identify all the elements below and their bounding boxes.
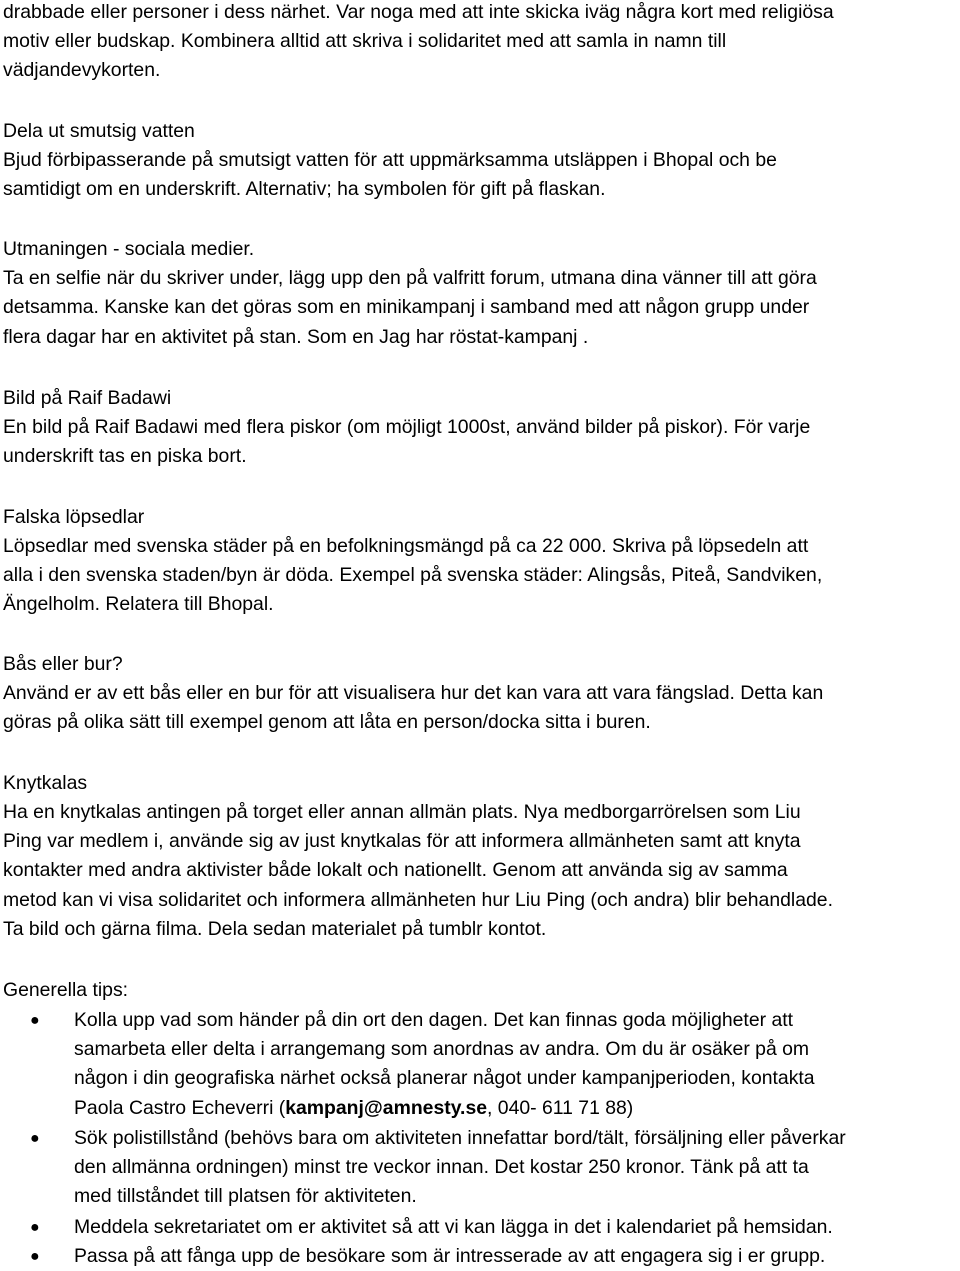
bullet-icon: ● xyxy=(30,1248,40,1265)
contact-phone-text: , 040- 611 71 88) xyxy=(487,1097,634,1119)
body-text-line: detsamma. Kanske kan det göras som en minikampanj i samband med att någon grupp under xyxy=(3,296,810,318)
section-heading: Dela ut smutsig vatten xyxy=(3,120,195,142)
bullet-text-line: Passa på att fånga upp de besökare som är intresserade av att engagera sig i er grupp. xyxy=(74,1245,826,1267)
section-heading: Bild på Raif Badawi xyxy=(3,387,172,409)
body-text-line: alla i den svenska staden/byn är döda. Exempel på svenska städer: Alingsås, Piteå, Sandviken, xyxy=(3,564,823,586)
bullet-text-line: med tillståndet till platsen för aktiviteten. xyxy=(74,1185,417,1207)
bullet-text-line: Meddela sekretariatet om er aktivitet så att vi kan lägga in det i kalendariet på hemsidan. xyxy=(74,1216,833,1238)
bullet-icon: ● xyxy=(30,1219,40,1236)
body-text-line: kontakter med andra aktivister både lokalt och nationellt. Genom att använda sig av samma xyxy=(3,859,788,881)
bullet-text-line: någon i din geografiska närhet också planerar något under kampanjperioden, kontakta xyxy=(74,1067,815,1089)
section-heading: Bås eller bur? xyxy=(3,653,123,675)
body-text-line: Ta en selfie när du skriver under, lägg upp den på valfritt forum, utmana dina vänner till att göra xyxy=(3,267,817,289)
body-text-line: Ängelholm. Relatera till Bhopal. xyxy=(3,593,274,615)
body-text-line: drabbade eller personer i dess närhet. Var noga med att inte skicka iväg några kort med religiösa xyxy=(3,1,834,23)
body-text-line: Bjud förbipasserande på smutsigt vatten för att uppmärksamma utsläppen i Bhopal och be xyxy=(3,149,777,171)
body-text-line: göras på olika sätt till exempel genom att låta en person/docka sitta i buren. xyxy=(3,711,651,733)
bullet-text-line: Kolla upp vad som händer på din ort den dagen. Det kan finnas goda möjligheter att xyxy=(74,1009,794,1031)
body-text-line: Ping var medlem i, använde sig av just knytkalas för att informera allmänheten samt att knyta xyxy=(3,830,801,852)
bullet-text-line xyxy=(74,1096,633,1120)
body-text-line: metod kan vi visa solidaritet och informera allmänheten hur Liu Ping (och andra) blir behandlade. xyxy=(3,889,833,911)
bullet-text-line: samarbeta eller delta i arrangemang som anordnas av andra. Om du är osäker på om xyxy=(74,1038,810,1060)
body-text-line: flera dagar har en aktivitet på stan. Som en Jag har röstat-kampanj . xyxy=(3,326,589,348)
section-heading: Knytkalas xyxy=(3,772,88,794)
bullet-icon: ● xyxy=(30,1012,40,1029)
body-text-line: samtidigt om en underskrift. Alternativ; ha symbolen för gift på flaskan. xyxy=(3,178,606,200)
body-text-line: Ha en knytkalas antingen på torget eller annan allmän plats. Nya medborgarrörelsen som Liu xyxy=(3,801,801,823)
body-text-line: En bild på Raif Badawi med flera piskor (om möjligt 1000st, använd bilder på piskor). För varje xyxy=(3,416,811,438)
body-text-line: underskrift tas en piska bort. xyxy=(3,445,247,467)
body-text-line: motiv eller budskap. Kombinera alltid att skriva i solidaritet med att samla in namn till xyxy=(3,30,727,52)
body-text-line: Använd er av ett bås eller en bur för att visualisera hur det kan vara att vara fängslad. Detta kan xyxy=(3,682,824,704)
bullet-text-line: den allmänna ordningen) minst tre veckor innan. Det kostar 250 kronor. Tänk på att ta xyxy=(74,1156,809,1178)
section-heading: Utmaningen - sociala medier. xyxy=(3,238,255,260)
contact-name-text: Paola Castro Echeverri ( xyxy=(74,1097,286,1119)
bullet-text-line: Sök polistillstånd (behövs bara om aktiviteten innefattar bord/tält, försäljning eller påverkar xyxy=(74,1127,846,1149)
body-text-line: Ta bild och gärna filma. Dela sedan materialet på tumblr kontot. xyxy=(3,918,547,940)
body-text-line: vädjandevykorten. xyxy=(3,59,161,81)
section-heading: Falska löpsedlar xyxy=(3,506,145,528)
section-heading: Generella tips: xyxy=(3,979,129,1001)
body-text-line: Löpsedlar med svenska städer på en befolkningsmängd på ca 22 000. Skriva på löpsedeln att xyxy=(3,535,809,557)
email-link[interactable]: kampanj@amnesty.se xyxy=(285,1097,488,1119)
bullet-icon: ● xyxy=(30,1130,40,1147)
